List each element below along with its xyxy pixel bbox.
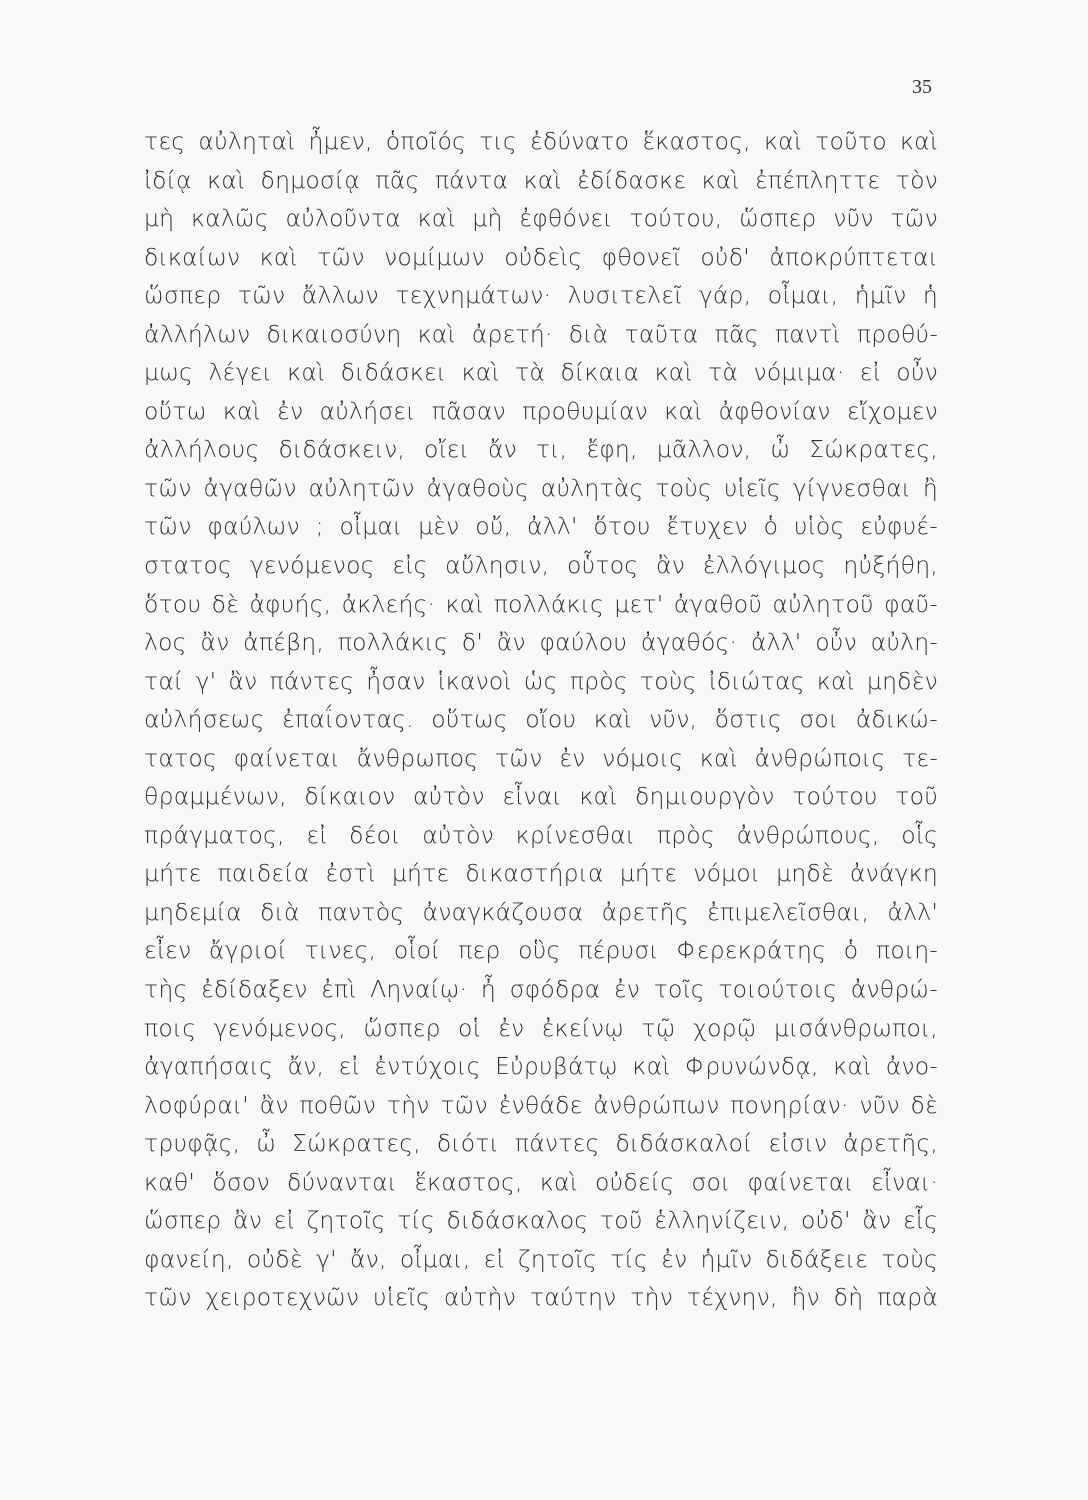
text-line: καθ' ὅσον δύνανται ἕκαστος, καὶ οὐδείς σοι φαίνεται εἶναι· — [144, 1167, 938, 1196]
text-line: λος ἂν ἀπέβη, πολλάκις δ' ἂν φαύλου ἀγαθός· ἀλλ' οὖν αὐλη- — [144, 628, 938, 657]
text-line: πράγματος, εἰ δέοι αὐτὸν κρίνεσθαι πρὸς ἀνθρώπους, οἷς — [144, 820, 938, 849]
text-line: οὕτω καὶ ἐν αὐλήσει πᾶσαν προθυμίαν καὶ ἀφθονίαν εἴχομεν — [144, 396, 938, 425]
text-line: τῶν χειροτεχνῶν υἱεῖς αὐτὴν ταύτην τὴν τέχνην, ἣν δὴ παρὰ — [144, 1283, 938, 1312]
text-line: αὐλήσεως ἐπαΐοντας. οὕτως οἴου καὶ νῦν, ὅστις σοι ἀδικώ- — [144, 705, 938, 734]
text-line: ποις γενόμενος, ὥσπερ οἱ ἐν ἐκείνῳ τῷ χορῷ μισάνθρωποι, — [144, 1013, 938, 1042]
text-line: τῶν φαύλων ; οἶμαι μὲν οὔ, ἀλλ' ὅτου ἔτυχεν ὁ υἱὸς εὐφυέ- — [144, 512, 938, 541]
text-line: λοφύραι' ἂν ποθῶν τὴν τῶν ἐνθάδε ἀνθρώπων πονηρίαν· νῦν δὲ — [144, 1090, 938, 1119]
text-line: μηδεμία διὰ παντὸς ἀναγκάζουσα ἀρετῆς ἐπιμελεῖσθαι, ἀλλ' — [144, 897, 938, 926]
text-line: δικαίων καὶ τῶν νομίμων οὐδεὶς φθονεῖ οὐδ' ἀποκρύπτεται — [144, 242, 938, 271]
text-line: ταί γ' ἂν πάντες ἦσαν ἱκανοὶ ὡς πρὸς τοὺς ἰδιώτας καὶ μηδὲν — [144, 666, 938, 695]
text-line: τὴς ἐδίδαξεν ἐπὶ Ληναίῳ· ἦ σφόδρα ἐν τοῖς τοιούτοις ἀνθρώ- — [144, 975, 938, 1004]
text-line: τρυφᾷς, ὦ Σώκρατες, διότι πάντες διδάσκαλοί εἰσιν ἀρετῆς, — [144, 1129, 938, 1158]
text-line: φανείη, οὐδὲ γ' ἄν, οἶμαι, εἰ ζητοῖς τίς ἐν ἡμῖν διδάξειε τοὺς — [144, 1244, 938, 1273]
text-line: στατος γενόμενος εἰς αὔλησιν, οὗτος ἂν ἐλλόγιμος ηὐξήθη, — [144, 551, 938, 580]
text-line: ὥσπερ ἂν εἰ ζητοῖς τίς διδάσκαλος τοῦ ἑλληνίζειν, οὐδ' ἂν εἷς — [144, 1206, 938, 1235]
text-line: ὥσπερ τῶν ἄλλων τεχνημάτων· λυσιτελεῖ γάρ, οἶμαι, ἡμῖν ἡ — [144, 281, 938, 310]
page-number: 35 — [912, 76, 932, 98]
text-line: τες αὐληταὶ ἦμεν, ὁποῖός τις ἐδύνατο ἕκαστος, καὶ τοῦτο καὶ — [144, 127, 938, 155]
text-line: ἀλλήλων δικαιοσύνη καὶ ἀρετή· διὰ ταῦτα πᾶς παντὶ προθύ- — [144, 319, 938, 348]
text-line: ὅτου δὲ ἀφυής, ἀκλεής· καὶ πολλάκις μετ' ἀγαθοῦ αὐλητοῦ φαῦ- — [144, 589, 938, 618]
text-line: θραμμένων, δίκαιον αὐτὸν εἶναι καὶ δημιουργὸν τούτου τοῦ — [144, 782, 938, 811]
text-line: ἀγαπήσαις ἄν, εἰ ἐντύχοις Εὐρυβάτῳ καὶ Φρυνώνδᾳ, καὶ ἀνο- — [144, 1052, 938, 1081]
text-line: εἶεν ἄγριοί τινες, οἷοί περ οὓς πέρυσι Φερεκράτης ὁ ποιη- — [144, 936, 938, 965]
text-line: τατος φαίνεται ἄνθρωπος τῶν ἐν νόμοις καὶ ἀνθρώποις τε- — [144, 743, 938, 772]
greek-body-text — [144, 122, 938, 1317]
text-line: ἀλλήλους διδάσκειν, οἴει ἄν τι, ἔφη, μᾶλλον, ὦ Σώκρατες, — [144, 435, 938, 464]
text-line: ἰδίᾳ καὶ δημοσίᾳ πᾶς πάντα καὶ ἐδίδασκε καὶ ἐπέπληττε τὸν — [144, 165, 938, 194]
text-line: μὴ καλῶς αὐλοῦντα καὶ μὴ ἐφθόνει τούτου, ὥσπερ νῦν τῶν — [144, 204, 938, 233]
text-line: μως λέγει καὶ διδάσκει καὶ τὰ δίκαια καὶ τὰ νόμιμα· εἰ οὖν — [144, 358, 938, 387]
text-line: μήτε παιδεία ἐστὶ μήτε δικαστήρια μήτε νόμοι μηδὲ ἀνάγκη — [144, 859, 938, 888]
text-line: τῶν ἀγαθῶν αὐλητῶν ἀγαθοὺς αὐλητὰς τοὺς υἱεῖς γίγνεσθαι ἢ — [144, 473, 938, 502]
